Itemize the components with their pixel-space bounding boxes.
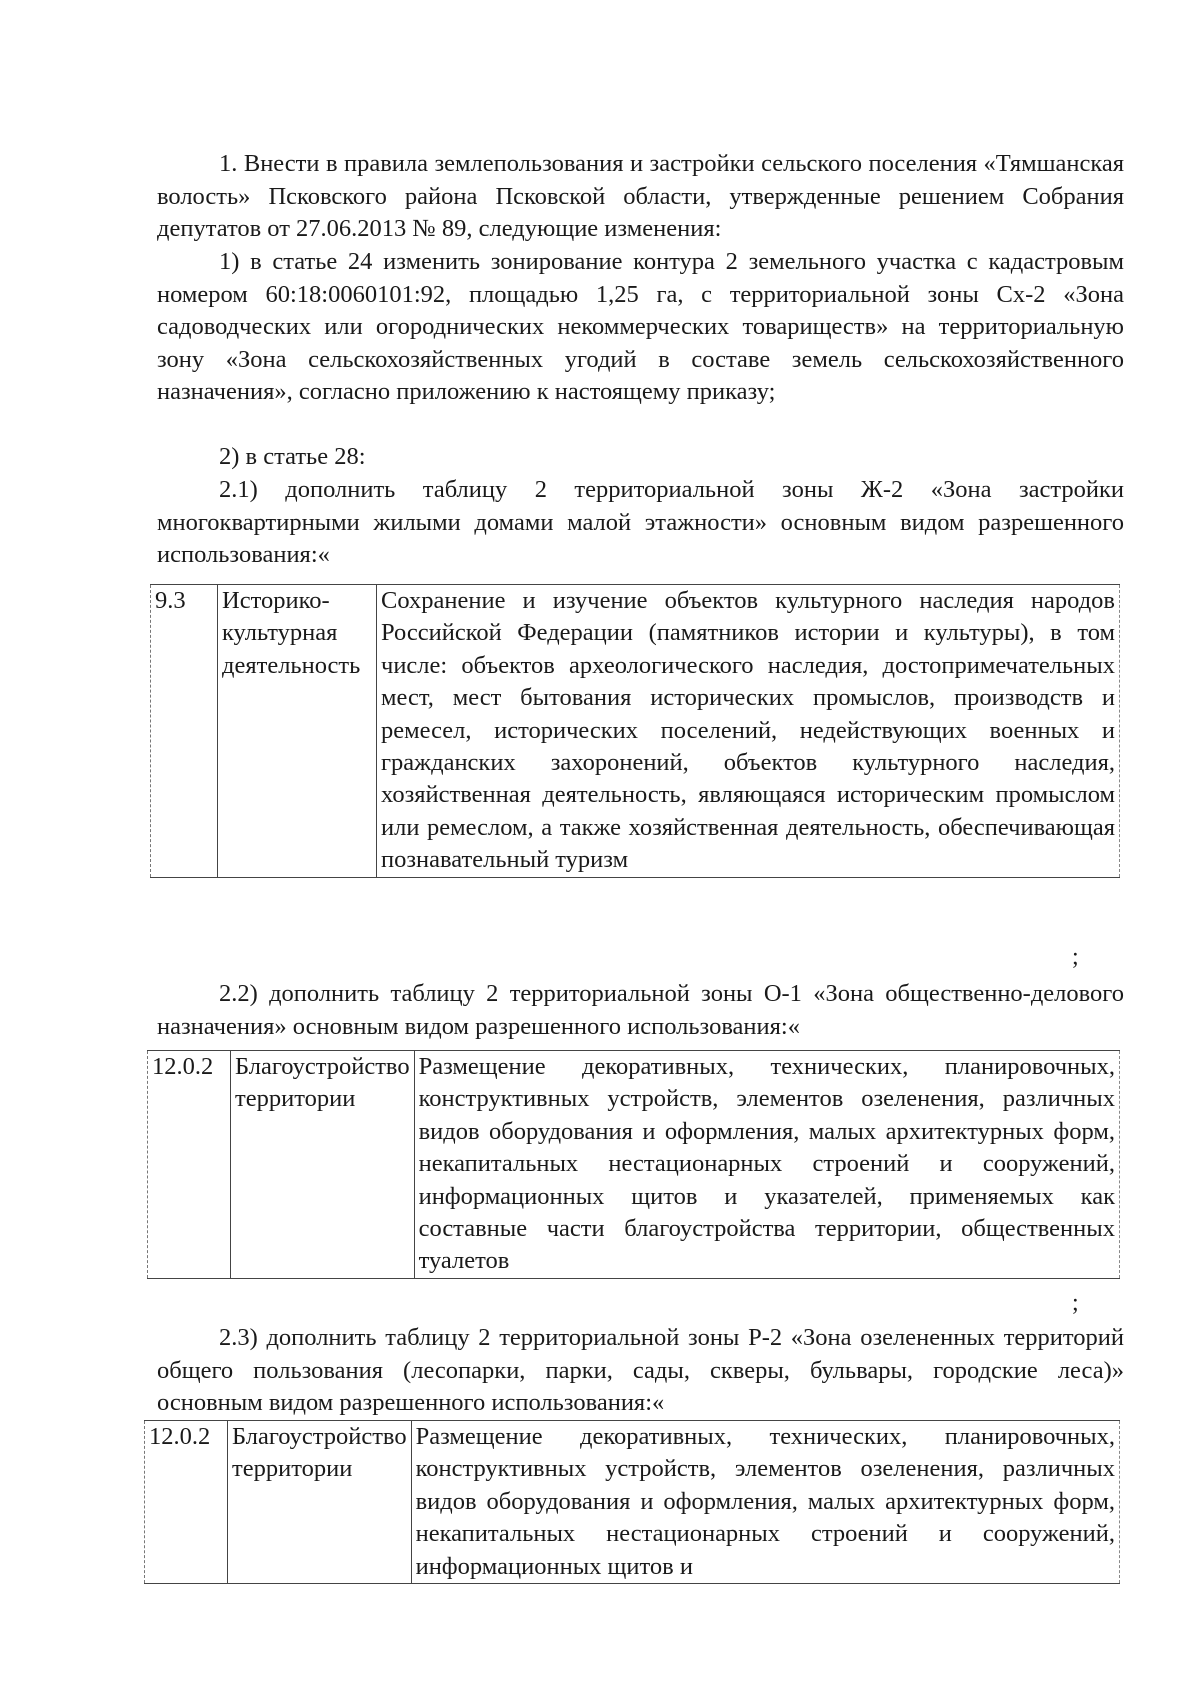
row-description: Сохранение и изучение объектов культурного наследия народов Российской Федерации (памятников истории и культуры), в том числе: объектов археологического наследия, достопримечательных мест, мест бытования исторических промыслов, производств и ремесел, исторических поселений, недействующих военных и гражданских захоронений, объектов культурного наследия, хозяйственная деятельность, являющаяся историческим промыслом или ремеслом, а также хозяйственная деятельность, обеспечивающая познавательный туризм [377,585,1120,878]
section-heading-2-2: 2.2) дополнить таблицу 2 территориальной зоны О-1 «Зона общественно-делового назначения» основным видом разрешенного использования:« [157,980,1124,1040]
row-code: 9.3 [151,585,218,878]
row-name: Благоустройство территории [231,1051,415,1279]
section-heading-2-1: 2.1) дополнить таблицу 2 территориальной зоны Ж-2 «Зона застройки многоквартирными жилыми домами малой этажности» основным видом разрешенного использования:« [157,476,1124,568]
zone-table-zh2 [150,584,1120,878]
row-description: Размещение декоративных, технических, планировочных, конструктивных устройств, элементов озеленения, различных видов оборудования и оформления, малых архитектурных форм, некапитальных нестационарных строений и сооружений, информационных щитов и [411,1421,1119,1584]
row-description: Размещение декоративных, технических, планировочных, конструктивных устройств, элементов озеленения, различных видов оборудования и оформления, малых архитектурных форм, некапитальных нестационарных строений и сооружений, информационных щитов и указателей, применяемых как составные части благоустройства территории, общественных туалетов [414,1051,1119,1279]
closing-semicolon: ; [1072,944,1079,970]
section-heading-2-3: 2.3) дополнить таблицу 2 территориальной зоны Р-2 «Зона озелененных территорий общего пользования (лесопарки, парки, сады, скверы, бульвары, городские леса)» основным видом разрешенного использования:« [157,1324,1124,1416]
zone-table-r2 [144,1420,1120,1584]
zone-table-o1 [147,1050,1120,1279]
row-code: 12.0.2 [148,1051,231,1279]
row-name: Историко-культурная деятельность [218,585,377,878]
table-row [151,585,1120,878]
row-name: Благоустройство территории [228,1421,412,1584]
paragraph-item-1-2: 2) в статье 28: [219,443,366,470]
closing-semicolon: ; [1072,1290,1079,1316]
row-code: 12.0.2 [145,1421,228,1584]
paragraph-item-1-1: 1) в статье 24 изменить зонирование контура 2 земельного участка с кадастровым номером 60:18:0060101:92, площадью 1,25 га, с территориальной зоны Сх-2 «Зона садоводческих или огороднических некоммерческих товариществ» на территориальную зону «Зона сельскохозяйственных угодий в составе земель сельскохозяйственного назначения», согласно приложению к настоящему приказу; [157,248,1124,405]
paragraph-item-1: 1. Внести в правила землепользования и застройки сельского поселения «Тямшанская волость» Псковского района Псковской области, утвержденные решением Собрания депутатов от 27.06.2013 № 89, следующие изменения: [157,150,1124,242]
table-row [148,1051,1120,1279]
table-row [145,1421,1120,1584]
